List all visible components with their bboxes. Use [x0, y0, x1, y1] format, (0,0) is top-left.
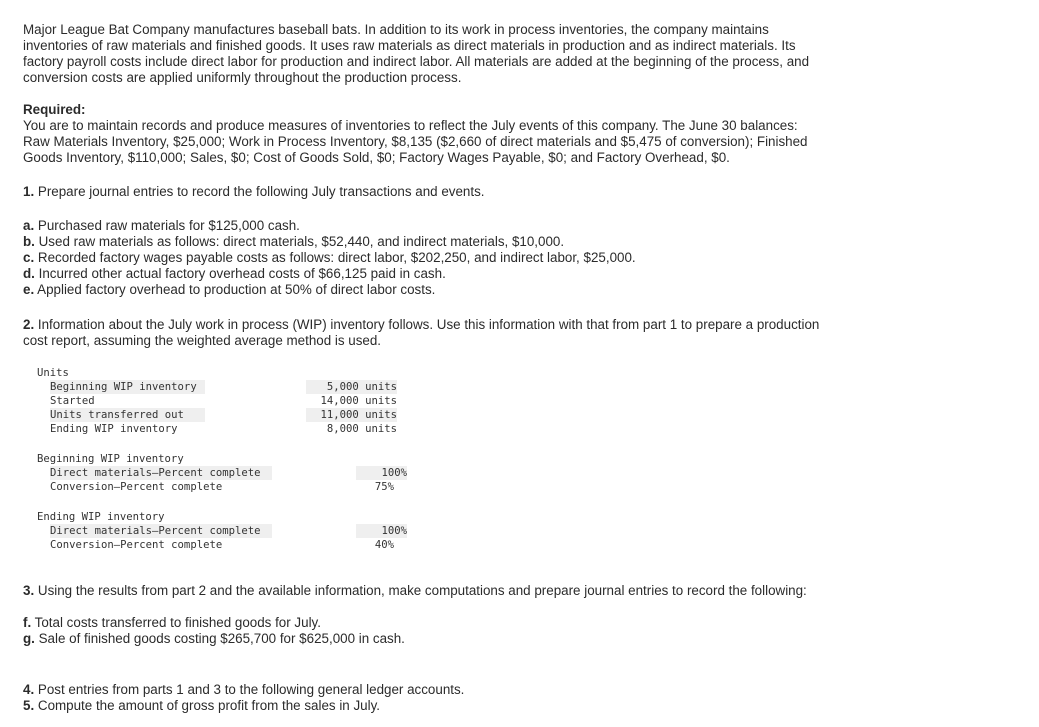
item-c: [23, 250, 1013, 266]
part-1-items: [23, 218, 1013, 298]
row-value: 100%: [356, 524, 407, 538]
part-3-text: Using the results from part 2 and the available information, make computations and prepare journal entries to record the following:: [34, 583, 807, 598]
row-label: Units transferred out: [50, 408, 205, 422]
part-3-items: [23, 615, 1013, 647]
part-2-prompt: [23, 317, 1013, 349]
item-text: Purchased raw materials for $125,000 cash.: [34, 218, 300, 233]
intro-paragraph: [23, 22, 1013, 86]
row-value: 14,000 units: [320, 395, 397, 407]
item-letter: a.: [23, 218, 35, 233]
table-row: [50, 394, 397, 408]
item-letter: g.: [23, 631, 35, 646]
required-line: You are to maintain records and produce measures of inventories to reflect the July events of this company. The June 30 balances:: [23, 118, 798, 133]
table-row: [50, 380, 397, 394]
item-text: Used raw materials as follows: direct materials, $52,440, and indirect materials, $10,000.: [34, 234, 565, 249]
parts-4-5: [23, 682, 1013, 714]
part-4-number: 4.: [23, 682, 35, 697]
item-d: [23, 266, 1013, 282]
part-2-number: 2.: [23, 317, 35, 332]
row-label: Conversion—Percent complete: [50, 539, 223, 551]
part-1-text: Prepare journal entries to record the following July transactions and events.: [34, 184, 485, 199]
part-5-text: Compute the amount of gross profit from the sales in July.: [34, 698, 381, 713]
table-row: [50, 408, 397, 422]
part-2-text: cost report, assuming the weighted average method is used.: [23, 333, 382, 348]
table-row: [50, 524, 407, 538]
intro-line: factory payroll costs include direct labor for production and indirect labor. All materials are added at the beginning of the process, and: [23, 54, 810, 69]
required-section: [23, 102, 1013, 166]
item-text: Sale of finished goods costing $265,700 for $625,000 in cash.: [34, 631, 405, 646]
part-4-text: Post entries from parts 1 and 3 to the following general ledger accounts.: [34, 682, 465, 697]
item-letter: b.: [23, 234, 35, 249]
intro-line: Major League Bat Company manufactures baseball bats. In addition to its work in process inventories, the company maintains: [23, 22, 769, 37]
part-1-prompt: [23, 184, 1013, 200]
beginning-wip-heading: Beginning WIP inventory: [37, 453, 184, 465]
table-row: [50, 422, 397, 436]
item-text: Applied factory overhead to production at 50% of direct labor costs.: [34, 282, 436, 297]
item-g: [23, 631, 1013, 647]
item-letter: f.: [23, 615, 32, 630]
table-row: [50, 466, 407, 480]
required-line: Goods Inventory, $110,000; Sales, $0; Cost of Goods Sold, $0; Factory Wages Payable, $0; and Factory Overhead, $0.: [23, 150, 730, 165]
row-value: 11,000 units: [306, 408, 397, 422]
item-letter: d.: [23, 266, 35, 281]
row-label: Conversion—Percent complete: [50, 481, 223, 493]
row-value: 75%: [374, 481, 394, 493]
item-b: [23, 234, 1013, 250]
intro-line: inventories of raw materials and finished goods. It uses raw materials as direct materials in production and as indirect materials. Its: [23, 38, 796, 53]
row-label: Started: [50, 395, 95, 407]
row-value: 8,000 units: [326, 423, 397, 435]
row-value: 100%: [356, 466, 407, 480]
item-e: [23, 282, 1013, 298]
units-heading: Units: [37, 367, 69, 379]
intro-line: conversion costs are applied uniformly throughout the production process.: [23, 70, 462, 85]
row-label: Direct materials—Percent complete: [50, 466, 272, 480]
item-letter: e.: [23, 282, 35, 297]
ending-wip-heading: Ending WIP inventory: [37, 511, 165, 523]
part-2-text: Information about the July work in process (WIP) inventory follows. Use this information with that from part 1 to prepare a production: [34, 317, 820, 332]
table-row: [50, 480, 407, 494]
row-label: Direct materials—Percent complete: [50, 524, 272, 538]
item-f: [23, 615, 1013, 631]
row-label: Ending WIP inventory: [50, 423, 178, 435]
item-a: [23, 218, 1013, 234]
required-heading: Required:: [23, 102, 86, 117]
item-text: Incurred other actual factory overhead costs of $66,125 paid in cash.: [34, 266, 446, 281]
item-letter: c.: [23, 250, 35, 265]
part-1-number: 1.: [23, 184, 35, 199]
part-5-number: 5.: [23, 698, 35, 713]
row-value: 40%: [374, 539, 394, 551]
item-text: Recorded factory wages payable costs as follows: direct labor, $202,250, and indirect labor, $25,000.: [34, 250, 636, 265]
table-row: [50, 538, 407, 552]
part-3-prompt: [23, 583, 1013, 599]
row-label: Beginning WIP inventory: [50, 380, 205, 394]
item-text: Total costs transferred to finished goods for July.: [31, 615, 321, 630]
row-value: 5,000 units: [306, 380, 397, 394]
part-3-number: 3.: [23, 583, 35, 598]
required-line: Raw Materials Inventory, $25,000; Work in Process Inventory, $8,135 ($2,660 of direct materials and $5,475 of conversion); Finished: [23, 134, 808, 149]
